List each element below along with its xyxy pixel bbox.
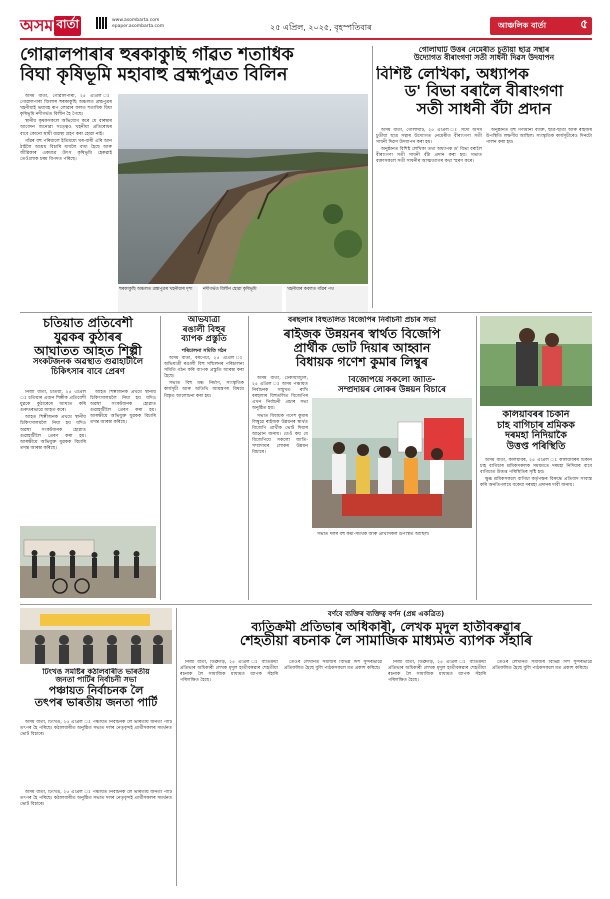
- column-rule: [176, 608, 177, 886]
- paragraph: সভাত দলৰ বহু কৰ্মী-সমৰ্থক আৰু প্ৰাৰ্থীসকল উপস্থিত আছিল।: [317, 532, 430, 537]
- headline-line: বিঘা কৃষিভূমি মহাবাহু ব্ৰহ্মপুত্ৰত বিলিন: [20, 64, 288, 85]
- photo-caption: খহনীয়াৰ কবলত গাঁৱৰ পথ: [286, 286, 368, 312]
- headline-line: শেহতীয়া ৰচনাক লৈ সামাজিক মাধ্যমত ব্যাপক সঁহাৰি: [239, 633, 533, 649]
- story-award-kicker: [376, 46, 592, 63]
- headline-line: পঞ্চায়ত নিৰ্বাচনক লৈ: [48, 683, 144, 697]
- story-bihu-headline: [164, 316, 244, 345]
- logo: [20, 16, 81, 36]
- story-bihu: [164, 316, 244, 600]
- paragraph: অসম বাৰ্তা, বৰপেটা, ২৫ এপ্ৰিল ঃ অভিযাত্ৰী ৰঙালী বিহু সন্মিলনৰ পৰিচালনা সমিতি গঠন কৰি ব্যাপক প্ৰস্তুতি আৰম্ভ কৰা হৈছে।: [164, 356, 244, 380]
- paragraph: ক্ষুব্ধ শ্ৰমিকসকলে বাগিচা কৰ্তৃপক্ষৰ বিৰুদ্ধে প্ৰতিবাদ সাব্যস্ত কৰি অনতিপলমে বকেয়া দৰমহা প্ৰদানৰ দাবী জনায়।: [480, 477, 592, 489]
- section-rule: [20, 312, 592, 313]
- story-erosion-headline: [20, 46, 368, 85]
- headline-line: বিশিষ্ট লেখিকা, অধ্যাপক: [376, 66, 529, 83]
- erosion-photo: [118, 94, 368, 284]
- headline-line: ৰঙালী বিহুৰ: [182, 324, 226, 335]
- paragraph: অসম বাৰ্তা, ঢেকীয়াজুলি, ২৫ এপ্ৰিল ঃ অসম পঞ্চায়ত নিৰ্বাচনক সন্মুখত ৰাখি বৰছলাৰ বিহুতলিত বিজেপিৰ এখন নিৰ্বাচনী প্ৰচাৰ সভা অনুষ্ঠিত হয়।: [252, 376, 308, 412]
- story-bihu-body: [164, 356, 244, 598]
- headline-line: অভিযাত্ৰী: [187, 316, 221, 325]
- story-writer-body-col1: [180, 660, 278, 886]
- section-rule: [20, 604, 592, 605]
- story-tingkhong: [20, 608, 172, 788]
- headline-line: চিকিৎসাৰ বাবে প্ৰেৰণ: [51, 366, 125, 377]
- paragraph: গাঁৱৰ বহু পৰিয়ালে ইতিমধ্যে ঘৰ-বাৰী এৰি আন ঠাইলৈ আশ্ৰয় বিচাৰি যাবলৈ বাধ্য হৈছে আৰু জীৱিকাৰ একমাত্ৰ উৎস কৃষিভূমি হেৰুৱাই তেওঁলোক চৰম বিপদত পৰিছে।: [20, 138, 112, 162]
- section-tab: [490, 17, 592, 35]
- paragraph: অসম বাৰ্তা, কলিয়াবৰ, ২৫ এপ্ৰিল ঃ কলিয়াবৰৰ চিকনি চাহ বাগিচাৰ শ্ৰমিকসকলক সময়মতে দৰমহা নিদিয়াৰ বাবে বাগিচাত উত্তপ্ত পৰিস্থিতিৰ সৃষ্টি হয়।: [480, 458, 592, 476]
- meeting-photo: [20, 608, 172, 664]
- site-link-epaper[interactable]: epaper.asombarta.com: [112, 24, 165, 29]
- story-attack-body-col2: [90, 390, 156, 520]
- paragraph: অনুষ্ঠানত বিশিষ্ট লেখিকা তথা অধ্যাপক ড' বিভা বৰালৈ বীৰাংগণা সতী সাধনী বঁটা প্ৰদান কৰা হয়। সভাত বক্তাসকলে সতী সাধনীৰ আত্মত্যাগৰ কথা স্মৰণ কৰে।: [376, 147, 482, 165]
- headline-line: তৎপৰ ভাৰতীয় জনতা পাৰ্টি: [34, 696, 158, 710]
- story-bjp-banner: [312, 376, 472, 395]
- section-label: আঞ্চলিক বাৰ্তা: [498, 20, 547, 30]
- story-bjp-body-col2: [312, 532, 472, 598]
- story-erosion: [20, 46, 368, 316]
- headline-line: সংকটজনক অৱস্থাত গুৱাহাটীলৈ: [32, 357, 144, 367]
- story-writer-kicker: বৰ্ণবে ব্যক্তিৰ ব্যক্তিত্ব বৰ্ণন (প্ৰশ্ন একত্ৰিত): [327, 610, 445, 618]
- masthead: [20, 14, 592, 42]
- logo-left: অসম: [20, 15, 54, 35]
- date-line: ২৫ এপ্ৰিল, ২০২৫, বৃহস্পতিবাৰ: [270, 23, 372, 32]
- headline-line: উত্তপ্ত পৰিস্থিতি: [506, 440, 566, 452]
- paragraph: নিজা বাৰ্তা, ডিব্ৰুগড়, ২৫ এপ্ৰিল ঃ ব্যতিক্ৰমী প্ৰতিভাৰ অধিকাৰী লেখক মৃদুল হাতীবৰুৱাৰ শেহতীয়া ৰচনাক লৈ সামাজিক মাধ্যমত ব্যাপক সঁহাৰি পৰিলক্ষিত হৈছে।: [388, 660, 486, 684]
- banner-line: সম্প্ৰদায়ৰ লোকৰ উন্নয়ন বিচাৰে: [338, 384, 446, 395]
- headline-line: দৰমহা নিদিয়াকৈ: [505, 430, 567, 442]
- logo-right: বাৰ্তা: [54, 16, 81, 36]
- headline-line: যুৱকৰ কুঠাৰৰ: [54, 329, 122, 344]
- story-tea-body: [480, 458, 592, 598]
- story-award-headline: [376, 66, 592, 118]
- bjp-rally-photo: [312, 398, 472, 528]
- story-bjp-headline: [252, 327, 472, 369]
- headline-line: আঘাতত আহত শিল্পী: [34, 343, 142, 358]
- story-writer-body-col4: [492, 660, 592, 886]
- column-rule: [160, 316, 161, 600]
- story-bihu-byline: পৰিচালনা সমিতি গঠন: [181, 348, 227, 354]
- site-links: [112, 18, 164, 30]
- paragraph: আহত শিল্পীজনক প্ৰথমে স্থানীয় চিকিৎসালয়লৈ নিয়া হয় যদিও অৱস্থা সংকটজনক হোৱাত গুৱাহাটীলৈ প্ৰেৰণ কৰা হয়। আৰক্ষীয়ে অভিযুক্ত যুৱকক বিচাৰি তদন্ত আৰম্ভ কৰিছে।: [90, 390, 156, 426]
- story-writer: [180, 608, 592, 888]
- site-link-main[interactable]: www.asombarta.com: [112, 18, 160, 23]
- kicker-line: গোলাঘাট উত্তৰ নেমেৰীত চুতীয়া ছাত্ৰ সন্থাৰ: [418, 46, 550, 54]
- headline-line: গোৱালপাৰাৰ হুৰকাকুছি গাঁৱত শতাধিক: [20, 46, 294, 65]
- paragraph: সভাত বিধায়ক গণেশ কুমাৰ লিম্বুৱে ৰাইজক উন্নয়নৰ স্বাৰ্থত বিজেপি প্ৰাৰ্থীক ভোট দিয়াৰ আহ্বান জনায়। তেওঁ কয় যে বিজেপিয়ে সকলো জাতি-সম্প্ৰদায়ৰ লোকৰ উন্নয়ন বিচাৰে।: [252, 413, 308, 456]
- story-attack-headline: [20, 316, 156, 377]
- headline-line: ৰাইজক উন্নয়নৰ স্বাৰ্থত বিজেপি: [283, 327, 441, 341]
- photo-caption: হুৰকাকুছি অঞ্চলত ব্ৰহ্মপুত্ৰৰ খহনীয়াৰ দৃশ্য: [118, 286, 198, 312]
- headline-line: ব্যাপক প্ৰস্তুতি: [181, 334, 227, 345]
- story-erosion-body: [20, 94, 112, 312]
- story-writer-headline: [180, 620, 592, 650]
- paragraph: নিজা বাৰ্তা, ডিব্ৰুগড়, ২৫ এপ্ৰিল ঃ ব্যতিক্ৰমী প্ৰতিভাৰ অধিকাৰী লেখক মৃদুল হাতীবৰুৱাৰ শেহতীয়া ৰচনাক লৈ সামাজিক মাধ্যমত ব্যাপক সঁহাৰি পৰিলক্ষিত হৈছে।: [180, 660, 278, 684]
- story-award: [376, 46, 592, 308]
- column-rule: [476, 316, 477, 600]
- headline-line: টিংখঙ সমষ্টিৰ কঠালবাৰীত ভাৰতীয়: [42, 668, 150, 676]
- story-attack: [20, 316, 156, 600]
- tea-worker-photo: [480, 316, 592, 406]
- paragraph: সভাত বিহু মঞ্চ নিৰ্মাণ, সাংস্কৃতিক কাৰ্যসূচী আৰু অতিথি আমন্ত্ৰণৰ বিষয়ে বিস্তৃত আলোচনা কৰা হয়।: [164, 381, 244, 399]
- story-award-body-col1: [376, 128, 482, 306]
- banner-line: বিজেপিয়ে সকলো জাতি-: [348, 376, 436, 385]
- paragraph: স্থানীয় কৃষকসকলে অভিযোগ কৰে যে বাৰম্বাৰ আবেদন জনোৱা সত্ত্বেও খহনীয়া প্ৰতিৰোধৰ বাবে কোনো স্থায়ী ব্যৱস্থা গ্ৰহণ কৰা হোৱা নাই।: [20, 119, 112, 137]
- story-award-body-col2: [486, 128, 592, 306]
- photo-caption: নদীগৰ্ভত বিলীন হোৱা কৃষিভূমি: [202, 286, 282, 312]
- headline-line: প্ৰাৰ্থীক ভোট দিয়াৰ আহ্বান: [293, 340, 431, 355]
- headline-line: চাহ বাগিচাৰ শ্ৰমিকক: [497, 419, 575, 431]
- story-tingkhong-body-cont: [20, 790, 172, 886]
- story-bjp-body: [252, 376, 308, 598]
- paragraph: অসম বাৰ্তা, গোৱালপাৰা, ২৫ এপ্ৰিল ঃ গোৱালপাৰা জিলাৰ হুৰকাকুছি অঞ্চলত ব্ৰহ্মপুত্ৰৰ খহনীয়াই ভয়াবহ ৰূপ লোৱাৰ ফলত শতাধিক বিঘা কৃষিভূমি নদীগৰ্ভত বিলীন হৈ গৈছে।: [20, 94, 112, 118]
- story-writer-body-col3: [388, 660, 486, 886]
- paragraph: অনুষ্ঠানত বহু গণ্যমান্য ব্যক্তি, ছাত্ৰ-ছাত্ৰী আৰু ৰাইজৰ উপস্থিতি লক্ষণীয় আছিল। সাংস্কৃতিক কাৰ্যসূচীৰেও দিনটো পালন কৰা হয়।: [486, 128, 592, 146]
- story-tea-garden: [480, 316, 592, 600]
- story-writer-body-col2: [284, 660, 382, 886]
- headline-line: জনতা পাৰ্টিৰ নিৰ্বাচনী সভা: [55, 675, 137, 685]
- headline-line: কলিয়াবৰৰ চিকনি: [502, 410, 570, 420]
- masthead-rule: [20, 38, 592, 40]
- paragraph: তেওঁৰ লেখনিত সমাজৰ বিভিন্ন দিশ সুন্দৰভাৱে প্ৰতিফলিত হৈছে বুলি পাঠকসকলে মত প্ৰকাশ কৰিছে।: [492, 660, 592, 672]
- kicker-line: উদ্যোগত বীৰাংগণা সতী সাধনী দিৱস উদযাপন: [413, 53, 555, 63]
- headline-line: বিধায়ক গণেশ কুমাৰ লিম্বুৰ: [295, 354, 429, 369]
- rally-photo: [20, 526, 156, 598]
- headline-line: সতী সাধনী বঁটা প্ৰদান: [416, 99, 552, 118]
- story-tea-headline: [480, 410, 592, 453]
- column-rule: [372, 46, 373, 308]
- headline-line: ড' বিভা বৰালৈ বীৰাংগণা: [404, 82, 564, 101]
- story-bjp-kicker: বৰছলাৰ বিহুতলিত বিজেপিৰ নিৰ্বাচনী প্ৰচাৰ সভা: [288, 316, 436, 324]
- paragraph: আহত শিল্পীজনক প্ৰথমে স্থানীয় চিকিৎসালয়লৈ নিয়া হয় যদিও অৱস্থা সংকটজনক হোৱাত গুৱাহাটীলৈ প্ৰেৰণ কৰা হয়। আৰক্ষীয়ে অভিযুক্ত যুৱকক বিচাৰি তদন্ত আৰম্ভ কৰিছে।: [20, 415, 86, 451]
- column-rule: [248, 316, 249, 600]
- page-number: ৫: [580, 17, 588, 31]
- story-bjp-rally: [252, 316, 472, 600]
- story-tingkhong-body: [20, 720, 172, 786]
- headline-line: চতিয়াত প্ৰতিবেশী: [43, 316, 133, 330]
- paragraph: তেওঁৰ লেখনিত সমাজৰ বিভিন্ন দিশ সুন্দৰভাৱে প্ৰতিফলিত হৈছে বুলি পাঠকসকলে মত প্ৰকাশ কৰিছে।: [284, 660, 382, 672]
- paragraph: নিজা বাৰ্তা, চতিয়া, ২৫ এপ্ৰিল ঃ চতিয়াৰ এজন শিল্পীক প্ৰতিবেশী যুৱকে কুঠাৰেৰে আঘাত কৰি গুৰুতৰভাৱে আহত কৰে।: [20, 390, 86, 414]
- qr-icon: [96, 17, 108, 29]
- paragraph: অসম বাৰ্তা, গোলাঘাট, ২৫ এপ্ৰিল ঃ সদৌ অসম চুতীয়া ছাত্ৰ সন্থাৰ উদ্যোগত নেমেৰীত বীৰাংগণা সতী সাধনী দিৱস উদযাপন কৰা হয়।: [376, 128, 482, 146]
- paragraph: অসম বাৰ্তা, টিংখঙ, ২৫ এপ্ৰিল ঃ পঞ্চায়ত নিৰ্বাচনক লৈ ভাৰতীয় জনতা পাৰ্টি তৎপৰ হৈ পৰিছে। কঠালবাৰীত অনুষ্ঠিত সভাত দলৰ নেতৃবৃন্দই প্ৰাৰ্থীসকলৰ সমৰ্থনত ভোট বিচাৰে।: [20, 720, 172, 738]
- headline-line: ব্যতিক্ৰমী প্ৰতিভাৰ অধিকাৰী, লেখক মৃদুল হাতীবৰুৱাৰ: [251, 620, 521, 634]
- paragraph: অসম বাৰ্তা, টিংখঙ, ২৫ এপ্ৰিল ঃ পঞ্চায়ত নিৰ্বাচনক লৈ ভাৰতীয় জনতা পাৰ্টি তৎপৰ হৈ পৰিছে। কঠালবাৰীত অনুষ্ঠিত সভাত দলৰ নেতৃবৃন্দই প্ৰাৰ্থীসকলৰ সমৰ্থনত ভোট বিচাৰে।: [20, 790, 172, 808]
- story-tingkhong-headline: [20, 668, 172, 709]
